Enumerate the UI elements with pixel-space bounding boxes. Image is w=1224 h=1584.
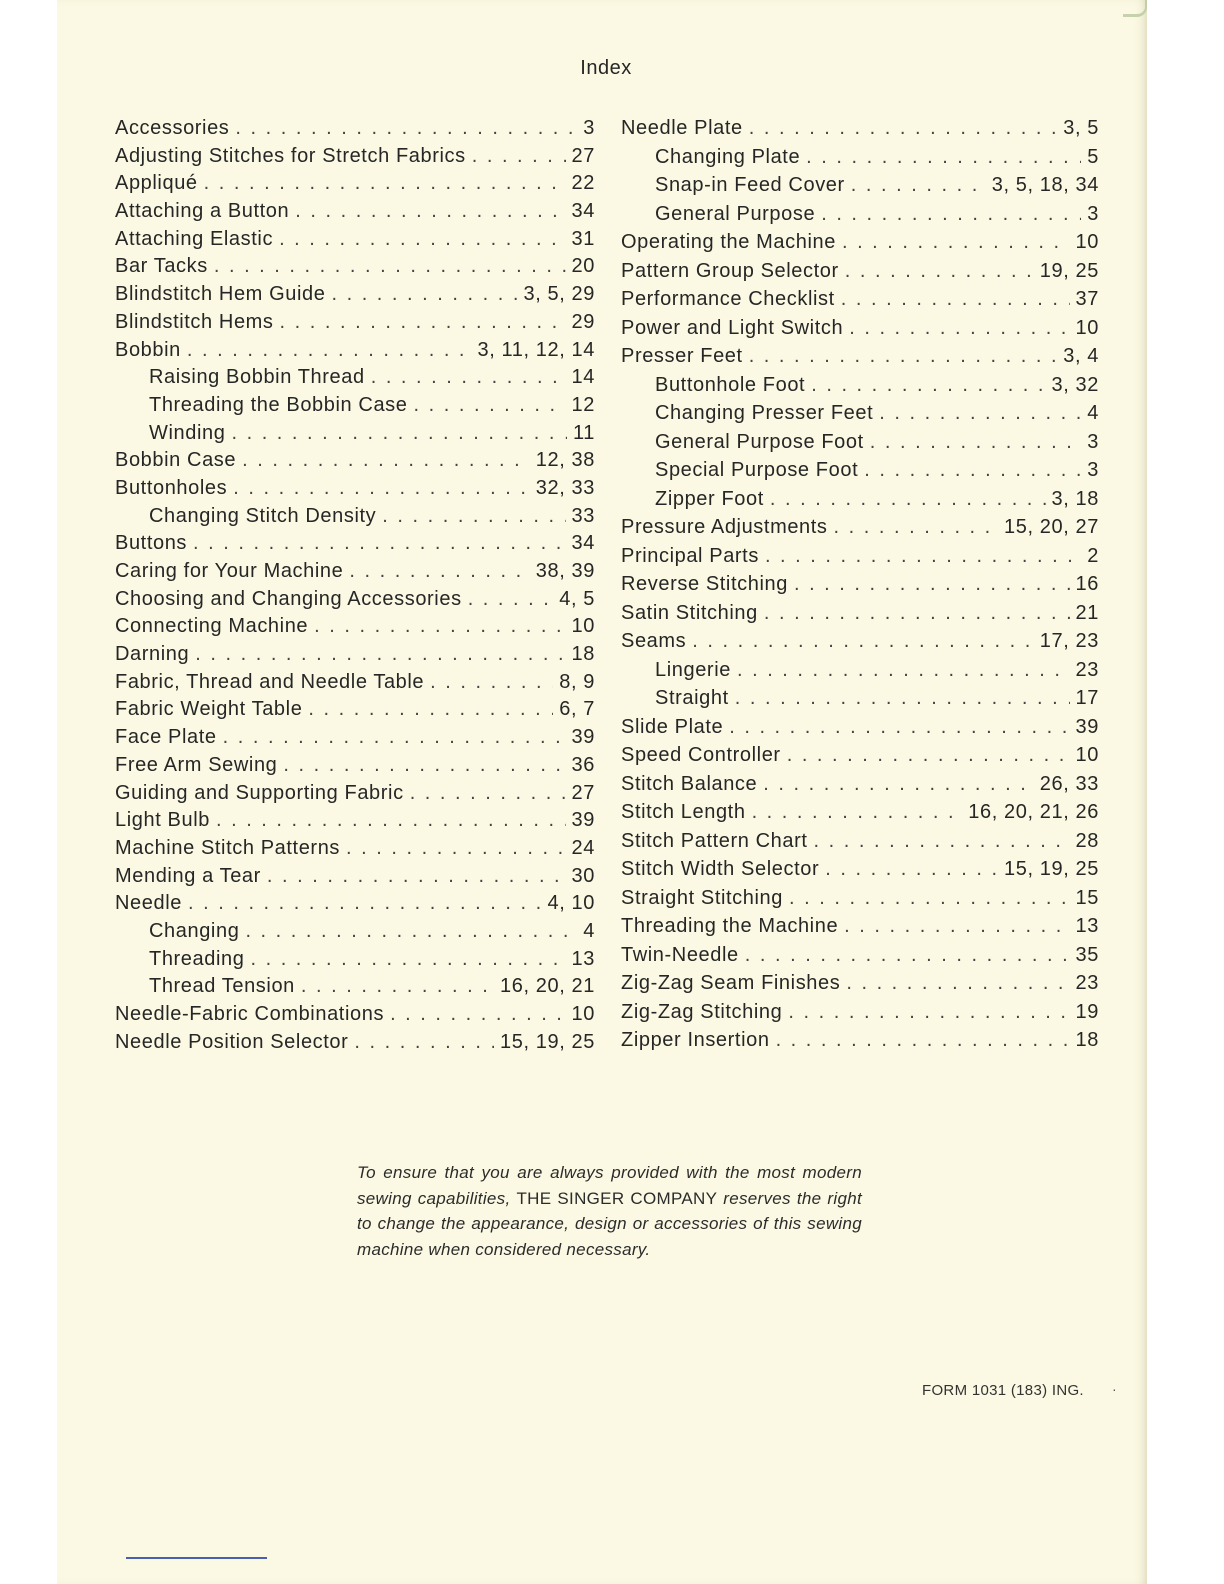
- entry-label: Needle: [115, 892, 182, 915]
- index-entry: [621, 573, 1099, 602]
- dot-leader: [825, 858, 998, 881]
- index-entry: [115, 172, 595, 200]
- entry-label: Machine Stitch Patterns: [115, 836, 341, 859]
- index-subentry: [621, 659, 1099, 688]
- index-entry: [621, 602, 1099, 631]
- entry-pages: 16: [1075, 573, 1099, 595]
- index-entry: [115, 117, 595, 145]
- entry-label: Buttonhole Foot: [655, 373, 806, 396]
- entry-label: General Purpose: [655, 202, 816, 225]
- entry-pages: 27: [571, 781, 595, 804]
- dot-leader: [314, 615, 565, 638]
- entry-label: Darning: [115, 643, 190, 666]
- entry-pages: 3, 5, 18, 34: [991, 174, 1099, 196]
- entry-pages: 27: [571, 144, 595, 167]
- index-entry: [115, 837, 595, 865]
- entry-label: Slide Plate: [621, 715, 724, 738]
- entry-pages: 17: [1075, 687, 1099, 709]
- dot-leader: [188, 892, 542, 915]
- entry-label: Face Plate: [115, 726, 217, 749]
- entry-pages: 15: [1075, 886, 1099, 909]
- entry-pages: 3, 4: [1063, 345, 1099, 367]
- index-subentry: [115, 975, 595, 1003]
- entry-label: Buttons: [115, 532, 188, 555]
- index-entry: [621, 231, 1099, 260]
- entry-label: Mending a Tear: [115, 864, 261, 887]
- dot-leader: [776, 1029, 1070, 1052]
- dot-leader: [846, 972, 1069, 995]
- index-subentry: [115, 422, 595, 450]
- entry-label: Threading the Bobbin Case: [149, 393, 408, 416]
- entry-pages: 19, 25: [1039, 259, 1099, 282]
- entry-pages: 10: [1075, 744, 1099, 766]
- dot-leader: [849, 317, 1069, 340]
- entry-label: Threading: [149, 947, 245, 970]
- dot-leader: [745, 944, 1070, 967]
- dot-leader: [737, 659, 1070, 682]
- dot-leader: [788, 1001, 1069, 1024]
- entry-label: Needle-Fabric Combinations: [115, 1003, 385, 1025]
- entry-pages: 39: [1075, 715, 1099, 738]
- index-entry: [621, 773, 1099, 802]
- index-column-right: [621, 117, 1099, 1058]
- entry-pages: 3, 18: [1051, 487, 1099, 510]
- index-column-left: [115, 117, 595, 1058]
- index-entry: [621, 345, 1099, 374]
- entry-pages: 39: [571, 809, 595, 832]
- dot-leader: [410, 782, 566, 805]
- dot-leader: [814, 830, 1070, 853]
- dot-leader: [430, 671, 553, 694]
- entry-pages: 10: [571, 1003, 595, 1025]
- entry-label: Zig-Zag Stitching: [621, 1000, 783, 1023]
- entry-pages: 16, 20, 21, 26: [968, 801, 1099, 823]
- index-entry: [621, 117, 1099, 146]
- index-entry: [115, 782, 595, 810]
- entry-pages: 19: [1075, 1000, 1099, 1023]
- dot-leader: [729, 716, 1069, 739]
- index-subentry: [115, 920, 595, 948]
- index-entry: [115, 311, 595, 339]
- index-subentry: [621, 431, 1099, 460]
- entry-label: Changing Plate: [655, 145, 801, 168]
- entry-label: Fabric Weight Table: [115, 698, 303, 721]
- dot-leader: [267, 865, 566, 888]
- index-subentry: [115, 394, 595, 422]
- dot-leader: [763, 773, 1034, 796]
- entry-label: Performance Checklist: [621, 288, 835, 310]
- entry-label: Lingerie: [655, 658, 731, 681]
- entry-pages: 34: [571, 532, 595, 555]
- dot-leader: [879, 402, 1081, 425]
- entry-pages: 18: [571, 643, 595, 666]
- entry-label: Zipper Foot: [655, 487, 764, 510]
- entry-pages: 34: [571, 200, 595, 223]
- index-entry: [621, 887, 1099, 916]
- dot-leader: [242, 449, 530, 472]
- dot-leader: [235, 117, 577, 140]
- dot-leader: [223, 726, 566, 749]
- bottom-rule: [126, 1557, 267, 1559]
- index-entry: [115, 754, 595, 782]
- dot-leader: [195, 643, 565, 666]
- dot-leader: [770, 488, 1046, 511]
- index-entry: [621, 944, 1099, 973]
- entry-label: Raising Bobbin Thread: [149, 366, 365, 389]
- entry-label: Fabric, Thread and Needle Table: [115, 670, 425, 693]
- entry-label: Snap-in Feed Cover: [655, 174, 845, 196]
- dot-leader: [841, 288, 1070, 311]
- dot-leader: [354, 1031, 494, 1054]
- dot-leader: [844, 915, 1069, 938]
- entry-pages: 28: [1075, 829, 1099, 852]
- entry-label: Bar Tacks: [115, 255, 208, 278]
- entry-label: Reverse Stitching: [621, 573, 788, 595]
- index-subentry: [115, 505, 595, 533]
- entry-pages: 3: [583, 117, 595, 139]
- entry-label: Straight: [655, 687, 729, 709]
- index-entry: [621, 288, 1099, 317]
- entry-label: Pattern Group Selector: [621, 259, 839, 282]
- dot-leader: [349, 560, 529, 583]
- index-entry: [115, 726, 595, 754]
- entry-label: Light Bulb: [115, 809, 210, 832]
- entry-label: Choosing and Changing Accessories: [115, 587, 462, 610]
- index-entry: [115, 283, 595, 311]
- entry-pages: 33: [571, 504, 595, 527]
- entry-label: Bobbin: [115, 338, 181, 361]
- entry-pages: 10: [1075, 316, 1099, 339]
- entry-label: Attaching a Button: [115, 200, 290, 223]
- entry-pages: 3, 5: [1063, 117, 1099, 139]
- entry-label: Pressure Adjustments: [621, 516, 828, 538]
- entry-label: Buttonholes: [115, 476, 228, 499]
- entry-pages: 20: [571, 255, 595, 278]
- notice-text-after: reserves the right to change the appearance, design or accessories of this sewing machine when considered necessary.: [357, 1188, 862, 1259]
- entry-label: Attaching Elastic: [115, 227, 274, 250]
- entry-label: Guiding and Supporting Fabric: [115, 781, 404, 804]
- entry-pages: 15, 19, 25: [1004, 858, 1099, 880]
- entry-label: Threading the Machine: [621, 915, 839, 937]
- entry-pages: 10: [1075, 231, 1099, 253]
- entry-label: Bobbin Case: [115, 449, 237, 472]
- dot-leader: [414, 394, 566, 417]
- dot-leader: [764, 602, 1070, 625]
- index-subentry: [621, 402, 1099, 431]
- index-entry: [115, 615, 595, 643]
- entry-label: Presser Feet: [621, 345, 743, 367]
- entry-pages: 15, 19, 25: [500, 1030, 595, 1053]
- entry-label: Stitch Width Selector: [621, 858, 820, 880]
- entry-label: Adjusting Stitches for Stretch Fabrics: [115, 144, 466, 167]
- entry-pages: 3, 11, 12, 14: [477, 338, 595, 361]
- dot-leader: [851, 174, 986, 197]
- margin-dot: ·: [1112, 1381, 1117, 1397]
- index-entry: [621, 317, 1099, 346]
- entry-label: Winding: [149, 421, 226, 444]
- dot-leader: [870, 431, 1081, 454]
- entry-pages: 4, 10: [547, 892, 595, 915]
- entry-pages: 3: [1087, 202, 1099, 225]
- dot-leader: [821, 203, 1081, 226]
- dot-leader: [749, 117, 1058, 140]
- entry-label: Stitch Balance: [621, 772, 758, 795]
- index-entry: [621, 744, 1099, 773]
- dot-leader: [752, 801, 963, 824]
- dot-leader: [845, 260, 1034, 283]
- notice-text-before: To ensure that you are always provided with the most modern sewing capabilities,: [357, 1163, 862, 1208]
- dot-leader: [231, 422, 567, 445]
- entry-label: Connecting Machine: [115, 615, 309, 638]
- index-subentry: [621, 374, 1099, 403]
- index-entry: [115, 698, 595, 726]
- index-entry: [621, 915, 1099, 944]
- dot-leader: [283, 754, 565, 777]
- entry-label: Speed Controller: [621, 744, 781, 766]
- index-entry: [115, 1031, 595, 1059]
- index-entry: [115, 339, 595, 367]
- entry-pages: 14: [571, 366, 595, 389]
- entry-pages: 38, 39: [535, 560, 595, 582]
- index-entry: [115, 643, 595, 671]
- dot-leader: [735, 687, 1070, 710]
- dot-leader: [834, 516, 999, 539]
- entry-label: Zig-Zag Seam Finishes: [621, 972, 841, 994]
- entry-pages: 13: [571, 947, 595, 970]
- index-entry: [621, 260, 1099, 289]
- dot-leader: [245, 920, 577, 943]
- index-entry: [115, 560, 595, 588]
- entry-pages: 30: [571, 864, 595, 887]
- dot-leader: [216, 809, 566, 832]
- index-subentry: [621, 203, 1099, 232]
- dot-leader: [187, 339, 472, 362]
- entry-pages: 39: [571, 726, 595, 749]
- dot-leader: [765, 545, 1081, 568]
- dot-leader: [371, 366, 566, 389]
- index-entry: [621, 630, 1099, 659]
- dot-leader: [794, 573, 1070, 596]
- dot-leader: [864, 459, 1081, 482]
- dot-leader: [382, 505, 565, 528]
- entry-pages: 23: [1075, 972, 1099, 994]
- index-subentry: [621, 687, 1099, 716]
- entry-pages: 31: [571, 227, 595, 250]
- entry-pages: 4, 5: [559, 587, 595, 610]
- notice-company-name: THE SINGER COMPANY: [516, 1188, 718, 1208]
- dot-leader: [295, 200, 565, 223]
- dot-leader: [787, 744, 1070, 767]
- entry-pages: 35: [1075, 943, 1099, 966]
- dot-leader: [789, 887, 1070, 910]
- entry-pages: 15, 20, 27: [1004, 516, 1099, 538]
- entry-label: Changing Stitch Density: [149, 504, 377, 527]
- form-number: FORM 1031 (183) ING.: [922, 1382, 1084, 1399]
- index-entry: [115, 671, 595, 699]
- dot-leader: [692, 630, 1034, 653]
- dot-leader: [233, 477, 530, 500]
- index-entry: [621, 830, 1099, 859]
- dot-leader: [204, 172, 566, 195]
- entry-pages: 17, 23: [1039, 630, 1099, 652]
- entry-label: Accessories: [115, 117, 230, 139]
- dot-leader: [214, 255, 566, 278]
- entry-pages: 18: [1075, 1029, 1099, 1051]
- index-entry: [621, 1001, 1099, 1030]
- dot-leader: [346, 837, 566, 860]
- entry-pages: 10: [571, 615, 595, 638]
- index-entry: [115, 1003, 595, 1031]
- entry-pages: 26, 33: [1039, 772, 1099, 795]
- entry-pages: 13: [1075, 915, 1099, 937]
- entry-label: Operating the Machine: [621, 231, 836, 253]
- entry-pages: 8, 9: [559, 670, 595, 693]
- entry-pages: 3: [1087, 430, 1099, 453]
- index-subentry: [621, 146, 1099, 175]
- index-entry: [115, 449, 595, 477]
- entry-pages: 24: [571, 836, 595, 859]
- index-entry: [115, 477, 595, 505]
- entry-pages: 21: [1075, 601, 1099, 624]
- index-subentry: [115, 366, 595, 394]
- index-subentry: [621, 488, 1099, 517]
- company-notice: [357, 1160, 862, 1262]
- entry-label: Power and Light Switch: [621, 316, 844, 339]
- entry-pages: 29: [571, 310, 595, 333]
- entry-pages: 32, 33: [535, 476, 595, 499]
- index-entry: [115, 228, 595, 256]
- index-entry: [621, 858, 1099, 887]
- entry-pages: 2: [1087, 544, 1099, 567]
- dot-leader: [308, 698, 553, 721]
- entry-pages: 3, 5, 29: [523, 283, 595, 306]
- entry-label: General Purpose Foot: [655, 430, 864, 453]
- index-entry: [115, 588, 595, 616]
- entry-label: Appliqué: [115, 172, 198, 195]
- entry-label: Zipper Insertion: [621, 1029, 770, 1051]
- entry-label: Special Purpose Foot: [655, 459, 859, 481]
- dot-leader: [468, 588, 554, 611]
- entry-label: Changing Presser Feet: [655, 402, 874, 424]
- entry-pages: 6, 7: [559, 698, 595, 721]
- entry-label: Satin Stitching: [621, 601, 758, 624]
- dot-leader: [390, 1003, 565, 1026]
- index-entry: [115, 809, 595, 837]
- entry-pages: 12, 38: [535, 449, 595, 472]
- entry-pages: 11: [573, 421, 595, 444]
- page-title: Index: [580, 57, 632, 79]
- entry-label: Straight Stitching: [621, 886, 783, 909]
- entry-pages: 37: [1075, 288, 1099, 310]
- entry-label: Stitch Length: [621, 801, 746, 823]
- entry-label: Thread Tension: [149, 975, 295, 998]
- dot-leader: [811, 374, 1045, 397]
- entry-label: Changing: [149, 919, 240, 942]
- entry-pages: 4: [583, 919, 595, 942]
- index-entry: [115, 892, 595, 920]
- index-entry: [621, 716, 1099, 745]
- entry-label: Free Arm Sewing: [115, 753, 278, 776]
- index-entry: [621, 801, 1099, 830]
- dot-leader: [842, 231, 1070, 254]
- entry-label: Blindstitch Hems: [115, 310, 274, 333]
- entry-label: Caring for Your Machine: [115, 560, 344, 582]
- index-entry: [621, 545, 1099, 574]
- dot-leader: [301, 975, 494, 998]
- entry-label: Principal Parts: [621, 544, 759, 567]
- entry-label: Twin-Needle: [621, 943, 739, 966]
- dot-leader: [331, 283, 517, 306]
- dot-leader: [280, 311, 566, 334]
- index-subentry: [621, 459, 1099, 488]
- entry-pages: 3: [1087, 459, 1099, 481]
- dot-leader: [279, 228, 565, 251]
- entry-label: Needle Position Selector: [115, 1030, 349, 1053]
- dot-leader: [472, 145, 566, 168]
- index-entry: [621, 972, 1099, 1001]
- dot-leader: [193, 532, 566, 555]
- entry-pages: 5: [1087, 145, 1099, 168]
- index-entry: [115, 865, 595, 893]
- entry-pages: 23: [1075, 658, 1099, 681]
- index-subentry: [621, 174, 1099, 203]
- entry-pages: 16, 20, 21: [500, 975, 595, 998]
- index-entry: [115, 145, 595, 173]
- index-entry: [621, 1029, 1099, 1058]
- index-subentry: [115, 948, 595, 976]
- entry-pages: 4: [1087, 402, 1099, 424]
- dot-leader: [250, 948, 565, 971]
- entry-label: Needle Plate: [621, 117, 743, 139]
- entry-pages: 36: [571, 753, 595, 776]
- dot-leader: [749, 345, 1058, 368]
- entry-label: Seams: [621, 630, 687, 652]
- index-entry: [621, 516, 1099, 545]
- entry-pages: 22: [571, 172, 595, 195]
- page-edge-stain: [1123, 0, 1147, 17]
- entry-label: Stitch Pattern Chart: [621, 829, 808, 852]
- entry-pages: 3, 32: [1051, 373, 1099, 396]
- entry-label: Blindstitch Hem Guide: [115, 283, 326, 306]
- entry-pages: 12: [571, 393, 595, 416]
- index-entry: [115, 200, 595, 228]
- dot-leader: [806, 146, 1081, 169]
- index-entry: [115, 255, 595, 283]
- index-entry: [115, 532, 595, 560]
